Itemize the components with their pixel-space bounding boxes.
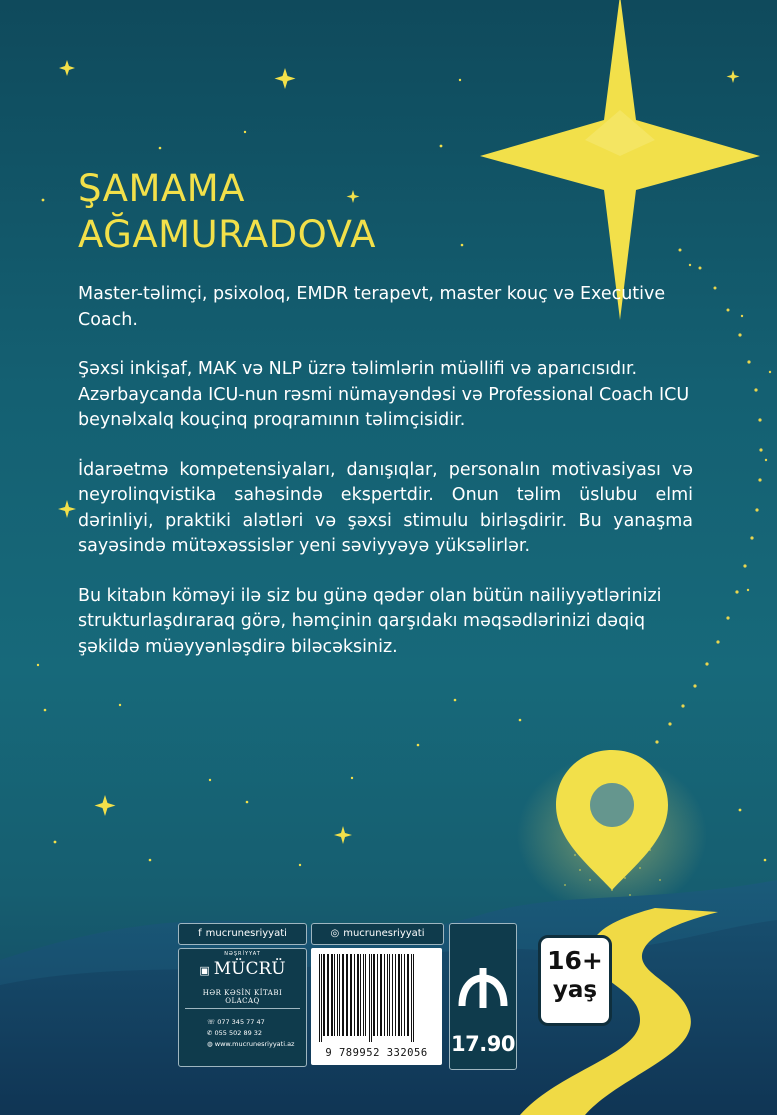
instagram-handle [311,923,444,945]
north-star-icon [480,0,760,320]
manat-icon [450,960,516,1020]
barcode-bar [327,954,329,1036]
age-rating-word: yaş [552,977,598,1003]
barcode-bar [395,954,396,1036]
barcode-bar [339,954,340,1036]
barcode-bar [357,954,359,1036]
instagram-icon: ◎ [330,928,340,939]
barcode-bar [411,954,412,1042]
barcode-bars [311,954,442,1044]
age-rating [538,935,612,1026]
barcode-bar [334,954,335,1036]
age-rating-number: 16+ [547,946,603,975]
publisher-phone-1: 077 345 77 47 [217,1018,265,1026]
whatsapp-icon: ✆ [207,1029,215,1037]
bio-paragraph-2: Şəxsi inkişaf, MAK və NLP üzrə təlimlərin müəllifi və aparıcısıdır. Azərbaycanda ICU-nun rəsmi nümayəndəsi və Professional Coach ICU beynəlxalq kouçinq proqramının təlimçisidir. [78,359,690,430]
barcode-bar [392,954,393,1036]
facebook-icon: f [198,928,202,939]
barcode-bar [323,954,325,1036]
barcode-bar [350,954,352,1036]
barcode-bar [389,954,390,1036]
barcode-bar [365,954,366,1036]
barcode-bar [401,954,402,1036]
author-bio [78,282,693,684]
phone-icon: ☏ [207,1018,218,1026]
publisher-logo [179,959,306,981]
bio-paragraph-1: Master-təlimçi, psixoloq, EMDR terapevt, master kouç və Executive Coach. [78,284,666,330]
globe-icon: ◍ [207,1040,215,1048]
barcode-bar [346,954,348,1036]
bio-paragraph-3: İdarəetmə kompetensiyaları, danışıqlar, personalın motivasiyası və neyrolinqvistika sahəsində ekspertdir. Onun təlim üslubu elmi dərinliyi, praktiki alətləri və şəxsi stimulu birləşdirir. Bu yanaşma sayəsində mütəxəssislər yeni səviyyəyə yüksəlirlər. [78,459,693,556]
barcode-bar [369,954,370,1042]
barcode-bar [321,954,322,1042]
barcode-bar [360,954,361,1036]
barcode-bar [380,954,382,1036]
publisher-slogan: HƏR KƏSİN KİTABI OLACAQ [185,989,300,1009]
publisher-name: MÜCRÜ [213,959,286,979]
barcode-bar [319,954,320,1042]
barcode-bar [377,954,378,1036]
author-name [78,166,376,258]
facebook-handle-text: mucrunesriyyati [205,928,287,939]
barcode-bar [407,954,409,1036]
author-name-line1: ŞAMAMA [78,167,245,210]
barcode-bar [354,954,355,1036]
barcode-bar [363,954,364,1036]
publisher-phone-2: 055 502 89 32 [214,1029,263,1037]
publisher-tagline: NƏŞRİYYAT [224,951,261,957]
isbn-number: 9 789952 332056 [325,1047,428,1059]
barcode-bar [387,954,388,1036]
barcode-bar [342,954,344,1036]
price-box [449,923,517,1070]
barcode-bar [384,954,385,1036]
facebook-handle [178,923,307,945]
barcode-bar [398,954,400,1036]
barcode-bar [404,954,405,1036]
publisher-logo-icon: ▣ [199,964,210,977]
barcode-bar [331,954,333,1036]
instagram-handle-text: mucrunesriyyati [343,928,425,939]
publisher-info [178,948,307,1067]
barcode-bar [371,954,372,1042]
barcode-bar [373,954,375,1036]
barcode-bar [413,954,414,1042]
barcode-bar [337,954,338,1036]
publisher-contacts [179,1017,306,1050]
bio-paragraph-4: Bu kitabın köməyi ilə siz bu günə qədər olan bütün nailiyyətlərinizi strukturlaşdıraraq görə, həmçinin qarşıdakı məqsədlərinizi dəqiq şəkildə müəyyənləşdirə biləcəksiniz. [78,585,662,657]
price-value: 17.90 [451,1032,515,1056]
publisher-website: www.mucrunesriyyati.az [214,1040,295,1048]
author-name-line2: AĞAMURADOVA [78,213,376,256]
isbn-barcode [311,948,442,1065]
